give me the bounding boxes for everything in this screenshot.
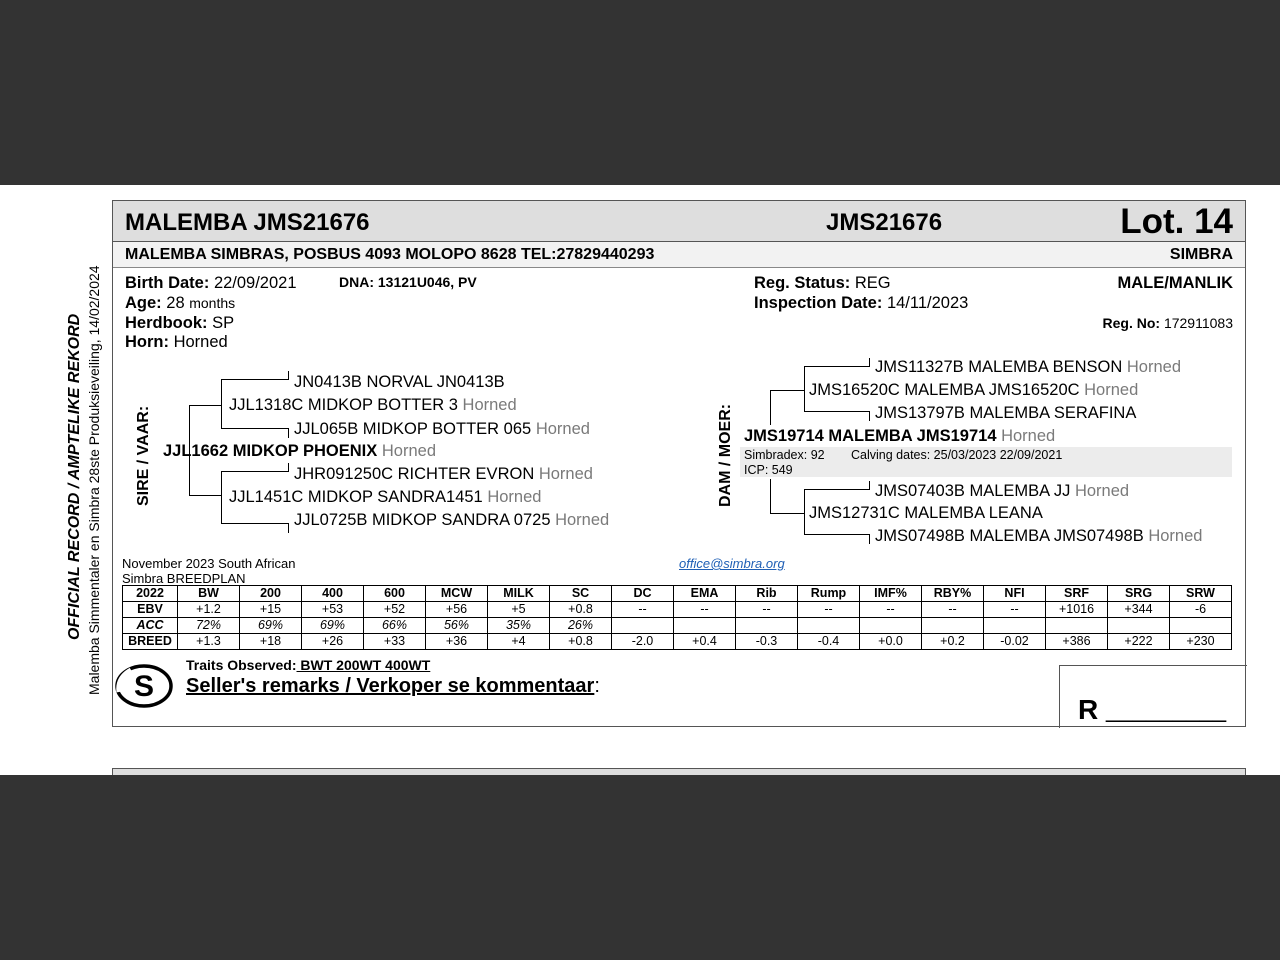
table-cell: +18 [240,634,302,650]
inspection-date: Inspection Date: 14/11/2023 [754,294,969,312]
sire-dam-bracket [221,471,222,523]
table-cell: +33 [364,634,426,650]
ebv-table [122,585,1232,650]
table-cell [612,618,674,634]
table-cell [674,618,736,634]
table-cell: +1.2 [178,602,240,618]
table-cell [984,618,1046,634]
table-cell: -- [798,602,860,618]
sire-dam: JJL1451C MIDKOP SANDRA1451 Horned [229,488,542,506]
table-cell: +0.8 [550,634,612,650]
age: Age: 28 months [125,294,236,312]
table-cell: +56 [426,602,488,618]
table-cell: +230 [1170,634,1232,650]
table-cell: -0.3 [736,634,798,650]
col-header: SC [550,586,612,602]
table-cell [1170,618,1232,634]
table-cell: +15 [240,602,302,618]
table-cell: 72% [178,618,240,634]
col-header: SRW [1170,586,1232,602]
sire-name: JJL1662 MIDKOP PHOENIX Horned [163,442,436,460]
table-cell: +222 [1108,634,1170,650]
ebv-header-row [123,586,1232,602]
table-cell: -- [860,602,922,618]
price-field[interactable]: _________ [1106,696,1227,723]
col-header: 600 [364,586,426,602]
col-header: SRG [1108,586,1170,602]
table-cell: +36 [426,634,488,650]
dam-dam: JMS12731C MALEMBA LEANA [809,504,1043,522]
sire-label: SIRE / VAAR: [135,405,152,506]
table-cell: -0.02 [984,634,1046,650]
dam-name: JMS19714 MALEMBA JMS19714 Horned [744,427,1056,445]
logo-letter: S [133,670,155,703]
breedplan-title-2: Simbra BREEDPLAN [122,571,246,586]
table-cell [1108,618,1170,634]
animal-name: MALEMBA JMS21676 [125,209,370,236]
dna-info: DNA: 13121U046, PV [339,274,477,290]
table-cell: -- [984,602,1046,618]
table-cell [922,618,984,634]
table-cell: +5 [488,602,550,618]
dam-dam-dam: JMS07498B MALEMBA JMS07498B Horned [875,527,1203,545]
birth-date: Birth Date: 22/09/2021 [125,274,297,292]
row-header: EBV [123,602,178,618]
table-cell: +0.2 [922,634,984,650]
sire-dam-sire: JHR091250C RICHTER EVRON Horned [294,465,593,483]
acc-row [123,618,1232,634]
ebv-row [123,602,1232,618]
col-header: Rump [798,586,860,602]
table-cell: +1016 [1046,602,1108,618]
official-record-label: OFFICIAL RECORD / AMPTELIKE REKORD [66,313,83,640]
col-header: IMF% [860,586,922,602]
sex-label: MALE/MANLIK [1117,274,1233,292]
dam-simbradex: Simbradex: 92 [744,448,825,462]
breeder-info: MALEMBA SIMBRAS, POSBUS 4093 MOLOPO 8628 TEL:27829440293 [125,246,655,263]
sellers-remarks: Seller's remarks / Verkoper se kommentaar: [186,675,600,697]
table-cell: -0.4 [798,634,860,650]
breed-label: SIMBRA [1169,246,1233,263]
table-cell: +4 [488,634,550,650]
col-header: DC [612,586,674,602]
email-link[interactable]: office@simbra.org [679,556,785,571]
col-header: 2022 [123,586,178,602]
dam-icp: ICP: 549 [744,463,793,477]
table-cell: -2.0 [612,634,674,650]
sire-dam-dam: JJL0725B MIDKOP SANDRA 0725 Horned [294,511,610,529]
dam-label: DAM / MOER: [717,403,734,507]
table-cell: +1.3 [178,634,240,650]
table-cell: +52 [364,602,426,618]
table-cell [798,618,860,634]
row-header: BREED [123,634,178,650]
sire-sire-bracket [221,379,222,428]
col-header: BW [178,586,240,602]
table-cell: 69% [240,618,302,634]
table-cell: -6 [1170,602,1232,618]
reg-status: Reg. Status: REG [754,274,891,292]
lot-page [0,185,1280,775]
price-label: R [1078,694,1099,725]
lot-number: Lot. 14 [1120,202,1233,241]
table-cell: +53 [302,602,364,618]
col-header: RBY% [922,586,984,602]
horn-status: Horn: Horned [125,333,228,351]
col-header: Rib [736,586,798,602]
table-cell: -- [736,602,798,618]
dam-calving-dates: Calving dates: 25/03/2023 22/09/2021 [851,448,1063,462]
table-cell [736,618,798,634]
table-cell: +26 [302,634,364,650]
col-header: MCW [426,586,488,602]
col-header: NFI [984,586,1046,602]
traits-observed: Traits Observed: BWT 200WT 400WT [186,657,431,673]
col-header: SRF [1046,586,1108,602]
dam-dam-sire: JMS07403B MALEMBA JJ Horned [875,482,1130,500]
row-header: ACC [123,618,178,634]
animal-id: JMS21676 [826,209,943,236]
dam-sire-sire: JMS11327B MALEMBA BENSON Horned [875,358,1182,376]
table-cell: 66% [364,618,426,634]
breedplan-title-1: November 2023 South African [122,556,296,571]
table-cell: -- [612,602,674,618]
herdbook: Herdbook: SP [125,314,235,332]
breed-row [123,634,1232,650]
table-cell: +0.8 [550,602,612,618]
table-cell: +386 [1046,634,1108,650]
dam-sire: JMS16520C MALEMBA JMS16520C Horned [809,381,1139,399]
table-cell: 69% [302,618,364,634]
sire-sire-dam: JJL065B MIDKOP BOTTER 065 Horned [294,420,590,438]
table-cell: 26% [550,618,612,634]
title-row [113,201,1245,242]
table-cell: 56% [426,618,488,634]
table-cell: -- [922,602,984,618]
table-cell [860,618,922,634]
sire-branch-top [189,405,221,406]
table-cell: -- [674,602,736,618]
simbra-logo-icon [115,662,173,708]
col-header: EMA [674,586,736,602]
table-cell: +0.0 [860,634,922,650]
col-header: MILK [488,586,550,602]
table-cell: +344 [1108,602,1170,618]
dam-sire-dam: JMS13797B MALEMBA SERAFINA [875,404,1137,422]
table-cell [1046,618,1108,634]
dam-upper-bracket [770,390,771,425]
reg-number: Reg. No: 172911083 [1102,315,1233,331]
dam-lower-bracket [770,479,771,513]
breeder-row [113,242,1245,268]
sire-branch-bottom [189,495,221,496]
col-header: 400 [302,586,364,602]
table-cell: 35% [488,618,550,634]
sire-sire-sire: JN0413B NORVAL JN0413B [294,373,505,391]
sire-sire: JJL1318C MIDKOP BOTTER 3 Horned [229,396,517,414]
col-header: 200 [240,586,302,602]
next-lot-card-edge [112,768,1246,775]
price-box [1059,665,1247,728]
lot-card [112,200,1246,727]
auction-label: Malemba Simmentaler en Simbra 28ste Produksieveiling, 14/02/2024 [86,265,102,695]
table-cell: +0.4 [674,634,736,650]
